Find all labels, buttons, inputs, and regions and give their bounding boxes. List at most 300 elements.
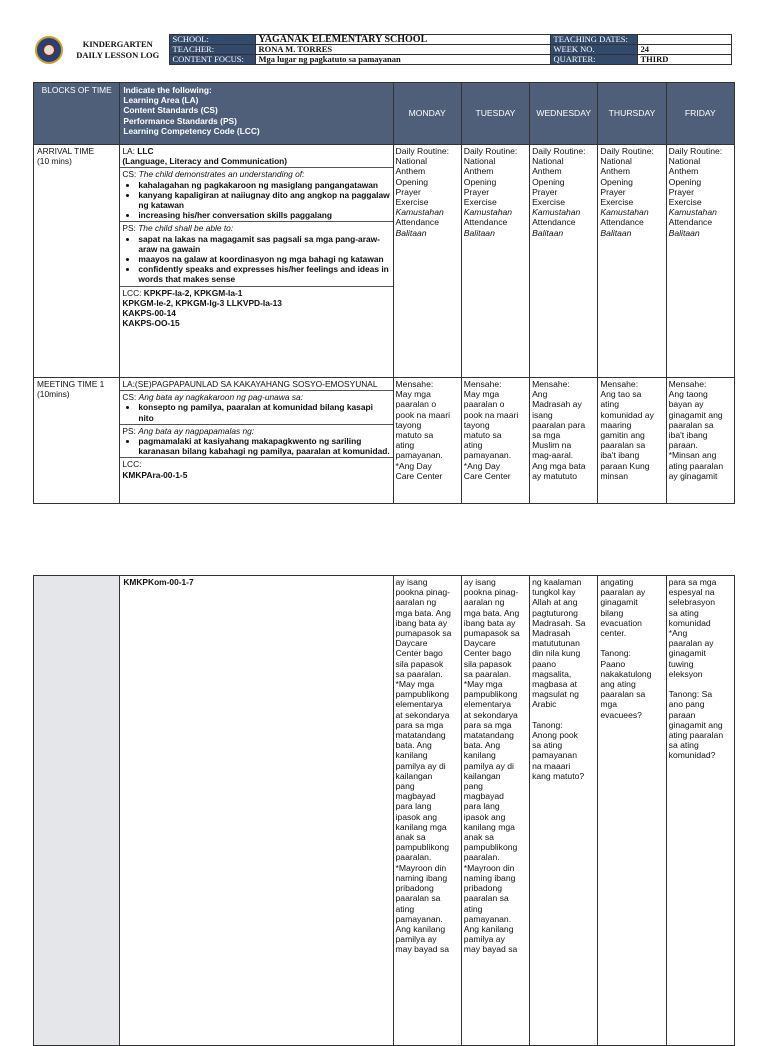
day-text-line: sa ating (668, 607, 699, 618)
title-line2: DAILY LESSON LOG (76, 49, 160, 60)
routine-line: Prayer (600, 186, 626, 197)
day-text-line (600, 638, 663, 648)
routine-line: Opening (668, 176, 702, 187)
list-item: • kanyang kapaligiran at naiiugnay dito ang angkop na paggalaw ng katawan (138, 190, 390, 210)
routine-line: Exercise (668, 197, 702, 208)
day-text-line: ating paaralan (668, 730, 724, 741)
day-text-line: ay isang (463, 577, 496, 587)
day-text-line: pook na maari (395, 409, 450, 420)
continued-lcc-cell (120, 576, 393, 1046)
dates-label: TEACHING DATES: (550, 35, 637, 45)
lcc-line: KAKPS-00-14 (122, 308, 176, 319)
day-text-line: paaralan ay (600, 587, 646, 598)
la-subtitle: (Language, Literacy and Communication) (122, 156, 288, 167)
day-text-line: ang ating (600, 679, 636, 690)
day-text-line: magbasa at (532, 679, 577, 690)
routine-line: Attendance (463, 217, 508, 228)
day-text-line: ng kaalaman (532, 577, 582, 587)
day-text-line: paaralan o (395, 399, 437, 410)
day-text-line: aaralan ng (395, 597, 437, 608)
routine-line: Kamustahan (532, 207, 581, 218)
day-text-line: *Ang Day (395, 460, 432, 471)
day-text-line: eleksyon (668, 668, 703, 679)
school-value: YAGANAK ELEMENTARY SCHOOL (255, 35, 550, 45)
day-text-line: matututunan (532, 638, 580, 649)
cs-block (120, 167, 392, 221)
week-label: WEEK NO. (550, 45, 637, 55)
day-text-line: ginagamit (600, 597, 638, 608)
day-text-line: evacuation (600, 617, 642, 628)
routine-line: Attendance (668, 217, 713, 228)
day-text-line: kanilang (395, 750, 428, 761)
day-text-line: ating (600, 399, 619, 410)
la-prefix: LA: (122, 146, 138, 156)
day-text-line: ay ginagamit (668, 470, 718, 481)
day-text-line: Ang (532, 389, 548, 400)
routine-line: Balitaan (463, 227, 495, 238)
routine-line: Balitaan (600, 227, 632, 238)
day-header-tuesday: TUESDAY (461, 83, 529, 145)
meeting-monday-cont (393, 576, 461, 1046)
day-text-line: matatandang (395, 730, 446, 741)
day-text-line: tayong (463, 419, 490, 430)
teacher-label: TEACHER: (169, 45, 255, 55)
day-text-line: Mensahe: (600, 379, 639, 389)
list-item: • increasing his/her conversation skills paggalang (138, 210, 390, 220)
day-text-line: evacuees? (600, 709, 642, 720)
meeting-la: LA:(SE)PAGPAPAUNLAD SA KAKAYAHANG SOSYO-EMOSYUNAL (122, 379, 378, 389)
day-text-line: para sa mga (395, 719, 444, 730)
day-text-line: *May mga (395, 679, 435, 690)
day-text-line: magsulat ng (532, 689, 579, 700)
day-text-line: Daycare (395, 638, 428, 649)
day-text-line: pamayanan. (395, 913, 443, 924)
day-text-line: pang (395, 781, 415, 792)
day-text-line: naming ibang (395, 872, 448, 883)
lcc-line: KAKPS-OO-15 (122, 318, 180, 329)
routine-line: Balitaan (532, 227, 564, 238)
day-text-line: pampublikong (395, 842, 450, 853)
day-text-line: Care Center (463, 470, 511, 481)
header-table (33, 34, 732, 65)
day-text-line: Care Center (395, 470, 443, 481)
day-text-line: bata. Ang (395, 740, 432, 751)
meeting-mins: (10mins) (37, 389, 70, 400)
day-text-line: minsan (600, 470, 629, 481)
day-text-line: Center bago (463, 648, 512, 659)
routine-line: Attendance (532, 217, 576, 228)
day-text-line: may bayad sa (463, 944, 518, 955)
day-text-line: naming ibang (463, 872, 516, 883)
day-text-line: magbayad (395, 791, 436, 802)
day-text-line: bata. Ang (463, 740, 501, 751)
routine-line: Kamustahan (463, 207, 513, 218)
day-text-line: paano (532, 658, 556, 669)
day-text-line: mga bata. Ang (395, 607, 451, 618)
routine-line: Prayer (463, 186, 490, 197)
cs-prefix: CS: (122, 169, 139, 180)
day-text-line: Mensahe: (463, 379, 502, 389)
routine-line: Exercise (395, 197, 429, 208)
day-text-line: pookna pinag- (463, 587, 519, 598)
day-text-line: paaralan. (395, 852, 432, 863)
day-text-line: pampublikong (395, 689, 450, 700)
day-text-line: sa ating (668, 740, 699, 751)
day-header-wednesday: WEDNESDAY (530, 83, 598, 145)
meeting-standards (120, 378, 393, 504)
day-text-line: din nila kung (532, 648, 581, 659)
day-text-line: Ang mga bata (532, 460, 586, 471)
routine-line: National (463, 156, 496, 167)
day-text-line: magbayad (463, 791, 504, 802)
list-item: • maayos na galaw at koordinasyon ng mga bahagi ng katawan (138, 254, 390, 264)
day-text-line: pookna pinag- (395, 587, 450, 598)
day-text-line: pribadong (463, 883, 503, 894)
day-text-line: pamilya ay di (395, 760, 446, 771)
arrival-wednesday (530, 145, 598, 378)
day-text-line: pang (463, 781, 483, 792)
day-text-line: *Ang (668, 628, 688, 639)
day-text-line: pamayanan. (463, 450, 512, 461)
day-text-line: komunidad (668, 617, 711, 628)
day-text-line: sa paaralan. (395, 668, 443, 679)
day-text-line: mga bata. Ang (463, 607, 520, 618)
arrival-monday (393, 145, 461, 378)
list-item: • confidently speaks and expresses his/her feelings and ideas in words that makes sense (138, 264, 390, 284)
day-text-line: Mensahe: (668, 379, 707, 389)
meeting-cs-block (120, 390, 392, 424)
ps-intro: The child shall be able to: (138, 223, 234, 234)
routine-line: Daily Routine: (395, 146, 450, 156)
routine-line: National (532, 156, 564, 167)
routine-line: Opening (600, 176, 633, 187)
day-text-line: Mensahe: (395, 379, 434, 389)
ps-prefix: PS: (122, 425, 139, 436)
indicate-line: Learning Competency Code (LCC) (123, 125, 260, 136)
day-text-line: *Ang Day (463, 460, 501, 471)
deped-seal-icon (35, 36, 63, 64)
day-text-line: Allah at ang (532, 597, 578, 608)
day-text-line: Center bago (395, 648, 443, 659)
routine-line: National (395, 156, 428, 167)
day-text-line: maaring (600, 419, 632, 430)
day-text-line: komunidad ay (600, 409, 654, 420)
day-text-line: May mga (395, 389, 431, 400)
day-text-line (669, 679, 732, 689)
day-text-line: Ang taong (668, 389, 708, 400)
day-text-line: ibang bata ay (395, 617, 448, 628)
routine-line: Opening (532, 176, 565, 187)
day-text-line: Ang kanilang (395, 923, 446, 934)
day-text-line: kang matuto? (532, 770, 585, 781)
cs-prefix: CS: (122, 392, 139, 403)
day-text-line: Muslim na (532, 440, 572, 451)
day-text-line: sila papasok (463, 658, 512, 669)
meeting-thursday-cont (598, 576, 666, 1046)
day-text-line: sa mga (532, 430, 561, 441)
day-text-line: pamilya ay (463, 934, 505, 945)
day-text-line: elementarya (463, 699, 512, 710)
routine-line: Prayer (532, 186, 558, 197)
routine-line: National (668, 156, 701, 167)
day-text-line: gamitin ang (600, 430, 645, 441)
la-value: LLC (137, 146, 154, 156)
blocks-of-time-header: BLOCKS OF TIME (34, 83, 120, 145)
day-text-line: angating (600, 577, 634, 587)
day-text-line: pook na maari (463, 409, 519, 420)
lcc-code: KMKPAra-00-1-5 (122, 469, 188, 480)
routine-line: Anthem (532, 166, 562, 177)
cs-list (122, 402, 390, 422)
day-text-line: para lang (463, 801, 500, 812)
meeting-wednesday (530, 378, 598, 504)
cs-intro: Ang bata ay nagkakaroon ng pag-unawa sa: (138, 392, 304, 403)
day-text-line: paaralan. (463, 852, 500, 863)
ps-list (122, 234, 390, 285)
list-item: • kahalagahan ng pagkakaroon ng masiglang pangangatawan (138, 180, 390, 190)
day-text-line: ibang bata ay (463, 617, 516, 628)
day-text-line: elementarya (395, 699, 443, 710)
day-text-line (532, 710, 595, 720)
routine-line: Prayer (395, 186, 421, 197)
routine-line: Attendance (600, 217, 644, 228)
day-text-line: tayong (395, 419, 422, 430)
routine-line: Anthem (600, 166, 630, 177)
dates-value (637, 35, 731, 45)
day-text-line: paraan Kung (600, 460, 650, 471)
day-text-line: bayan ay (668, 399, 704, 410)
cs-list (122, 180, 390, 221)
day-text-line: Paano (600, 658, 626, 669)
day-text-line: Anong pook (532, 730, 578, 741)
day-text-line: mga (600, 699, 618, 710)
day-text-line: paaralan sa (395, 893, 441, 904)
day-text-line: Madrasah ay (532, 399, 582, 410)
meeting-tuesday (461, 378, 529, 504)
day-text-line: para lang (395, 801, 432, 812)
day-text-line: pribadong (395, 883, 434, 894)
day-text-line: *Mayroon din (395, 862, 447, 873)
routine-line: Attendance (395, 217, 439, 228)
quarter-label: QUARTER: (550, 55, 637, 65)
ps-list (122, 436, 390, 456)
day-text-line: magsalita, (532, 668, 572, 679)
day-text-line: iba't ibang (600, 450, 640, 461)
day-text-line: paaralan sa (600, 689, 646, 700)
indicate-line: Performance Standards (PS) (123, 115, 237, 126)
routine-line: Daily Routine: (668, 146, 723, 156)
meeting-ps-block (120, 424, 392, 458)
routine-line: Exercise (532, 197, 566, 208)
meeting-time: MEETING TIME 1 (37, 379, 105, 389)
day-text-line: Tanong: (600, 648, 631, 659)
arrival-mins: (10 mins) (37, 156, 72, 167)
day-text-line: kanilang mga (395, 821, 447, 832)
routine-line: Exercise (600, 197, 634, 208)
day-text-line: pamayanan. (463, 913, 512, 924)
lesson-grid-page1 (33, 82, 735, 504)
day-text-line: pampublikong (463, 689, 518, 700)
school-label: SCHOOL: (169, 35, 255, 45)
routine-line: Exercise (463, 197, 497, 208)
day-text-line: paaralan o (463, 399, 505, 410)
routine-line: Anthem (463, 166, 494, 177)
day-text-line: *Mayroon din (463, 862, 515, 873)
day-text-line: nakakatulong (600, 668, 652, 679)
day-text-line: may bayad sa (395, 944, 450, 955)
day-text-line: para sa mga (463, 719, 512, 730)
arrival-time: ARRIVAL TIME (37, 146, 95, 156)
day-text-line: ginagamit ang (668, 409, 723, 420)
day-text-line: Arabic (532, 699, 557, 710)
ps-intro: Ang bata ay nagpapamalas ng: (138, 425, 255, 436)
day-text-line: Mensahe: (532, 379, 570, 389)
day-text-line: sa paaralan. (463, 668, 512, 679)
day-text-line: matuto sa (395, 430, 434, 441)
routine-line: Opening (395, 176, 429, 187)
day-text-line: iba't ibang (668, 430, 708, 441)
quarter-value: THIRD (637, 55, 731, 65)
day-text-line: at sekondarya (463, 709, 518, 720)
day-text-line: matatandang (463, 730, 514, 741)
day-text-line: pamilya ay di (463, 760, 514, 771)
day-text-line: center. (600, 628, 627, 639)
day-text-line: anak sa (463, 832, 494, 843)
day-text-line: tungkol kay (532, 587, 576, 598)
day-text-line: at sekondarya (395, 709, 450, 720)
lcc-line: KPKGM-Ie-2, KPKGM-Ig-3 LLKVPD-Ia-13 (122, 297, 282, 308)
day-text-line: aaralan ng (463, 597, 505, 608)
lcc-line: KPKPF-Ia-2, KPKGM-Ia-1 (143, 287, 243, 298)
indicate-line: Content Standards (CS) (123, 105, 218, 116)
day-text-line: kailangan (395, 770, 433, 781)
day-text-line: anak sa (395, 832, 426, 843)
routine-line: Anthem (668, 166, 699, 177)
day-text-line: sila papasok (395, 658, 444, 669)
indicate-line: Learning Area (LA) (123, 95, 199, 106)
day-text-line: pagtuturong (532, 607, 578, 618)
day-text-line: ano pang (668, 699, 705, 710)
day-text-line: Daycare (463, 638, 496, 649)
meeting-wednesday-cont (530, 576, 598, 1046)
day-text-line: ating (395, 903, 415, 914)
day-text-line: ginagamit (668, 648, 706, 659)
day-text-line: paaralan para (532, 419, 586, 430)
day-text-line: ay isang (395, 577, 428, 587)
day-text-line: na maaari (532, 760, 571, 771)
lcc-block (120, 286, 392, 330)
routine-line: Kamustahan (668, 207, 717, 218)
log-title (67, 35, 169, 65)
lesson-grid-page2 (33, 575, 735, 1046)
day-text-line: ating (395, 440, 415, 451)
routine-line: Daily Routine: (463, 146, 518, 156)
list-item: • konsepto ng pamilya, paaralan at komunidad bilang kasapi nito (138, 402, 390, 422)
day-text-line: *Minsan ang (668, 450, 717, 461)
day-text-line: pamayanan. (395, 450, 443, 461)
day-text-line: pumapasok sa (463, 628, 520, 639)
routine-line: Kamustahan (395, 207, 444, 218)
list-item: • sapat na lakas na magagamit sas pagsali sa mga pang-araw-araw na gawain (138, 234, 390, 254)
day-text-line: espesyal na (668, 587, 715, 598)
day-text-line: sa ating (532, 740, 563, 751)
day-text-line: ating (463, 903, 483, 914)
day-text-line: Tanong: (532, 719, 563, 730)
routine-line: Daily Routine: (532, 146, 586, 156)
day-text-line: tuwing (668, 658, 694, 669)
meeting-lcc-block (120, 457, 392, 480)
day-text-line: pamayanan (532, 750, 577, 761)
day-text-line: ginagamit ang (668, 719, 723, 730)
day-text-line: ipasok ang (463, 811, 506, 822)
week-value: 24 (637, 45, 731, 55)
day-text-line: ipasok ang (395, 811, 438, 822)
arrival-friday (666, 145, 734, 378)
meeting-thursday (598, 378, 666, 504)
teacher-value: RONA M. TORRES (255, 45, 550, 55)
routine-line: Balitaan (668, 227, 700, 238)
meeting-friday (666, 378, 734, 504)
day-text-line: paraan. (668, 440, 698, 451)
meeting-monday (393, 378, 461, 504)
day-text-line: Ang kanilang (463, 923, 514, 934)
day-header-thursday: THURSDAY (598, 83, 666, 145)
day-text-line: Tanong: Sa (668, 689, 713, 700)
day-text-line: paaralan sa (463, 893, 509, 904)
day-text-line: selebrasyon (668, 597, 715, 608)
routine-line: Opening (463, 176, 497, 187)
day-text-line: isang (532, 409, 553, 420)
day-text-line: kanilang mga (463, 821, 515, 832)
day-text-line: Madrasah. Sa (532, 617, 586, 628)
day-text-line: May mga (463, 389, 500, 400)
cs-intro: The child demonstrates an understanding of: (138, 169, 305, 180)
day-text-line: pumapasok sa (395, 628, 452, 639)
arrival-tuesday (461, 145, 529, 378)
day-text-line: Madrasah (532, 628, 571, 639)
continued-time-cell (34, 576, 120, 1046)
day-text-line: Ang tao sa (600, 389, 642, 400)
arrival-time-cell (34, 145, 120, 378)
day-text-line: paraan (668, 709, 696, 720)
lcc-prefix: LCC: (122, 287, 144, 298)
routine-line: Anthem (395, 166, 426, 177)
focus-value: Mga lugar ng pagkatuto sa pamayanan (255, 55, 550, 65)
day-text-line: komunidad? (668, 750, 716, 761)
day-text-line: ay matututo (532, 470, 577, 481)
arrival-thursday (598, 145, 666, 378)
focus-label: CONTENT FOCUS: (169, 55, 255, 65)
list-item: • pagmamalaki at kasiyahang makapagkwento ng sariling karanasan bilang kabahagi ng pamilya, paaralan at komunidad. (138, 436, 390, 456)
lcc-code: KMKPKom-00-1-7 (123, 577, 194, 587)
deped-seal-cell (33, 35, 67, 65)
routine-line: Balitaan (395, 227, 427, 238)
day-text-line: matuto sa (463, 430, 502, 441)
lcc-label: LCC: (122, 459, 142, 470)
day-text-line: ating paaralan (668, 460, 724, 471)
day-text-line: bilang (600, 607, 624, 618)
meeting-time-cell (34, 378, 120, 504)
day-text-line: paaralan ay (668, 638, 714, 649)
day-text-line: ating (463, 440, 483, 451)
meeting-tuesday-cont (461, 576, 529, 1046)
meeting-friday-cont (666, 576, 734, 1046)
ps-prefix: PS: (122, 223, 139, 234)
day-header-friday: FRIDAY (666, 83, 734, 145)
day-header-monday: MONDAY (393, 83, 461, 145)
day-text-line: paaralan sa (668, 419, 714, 430)
ps-block (120, 221, 392, 285)
